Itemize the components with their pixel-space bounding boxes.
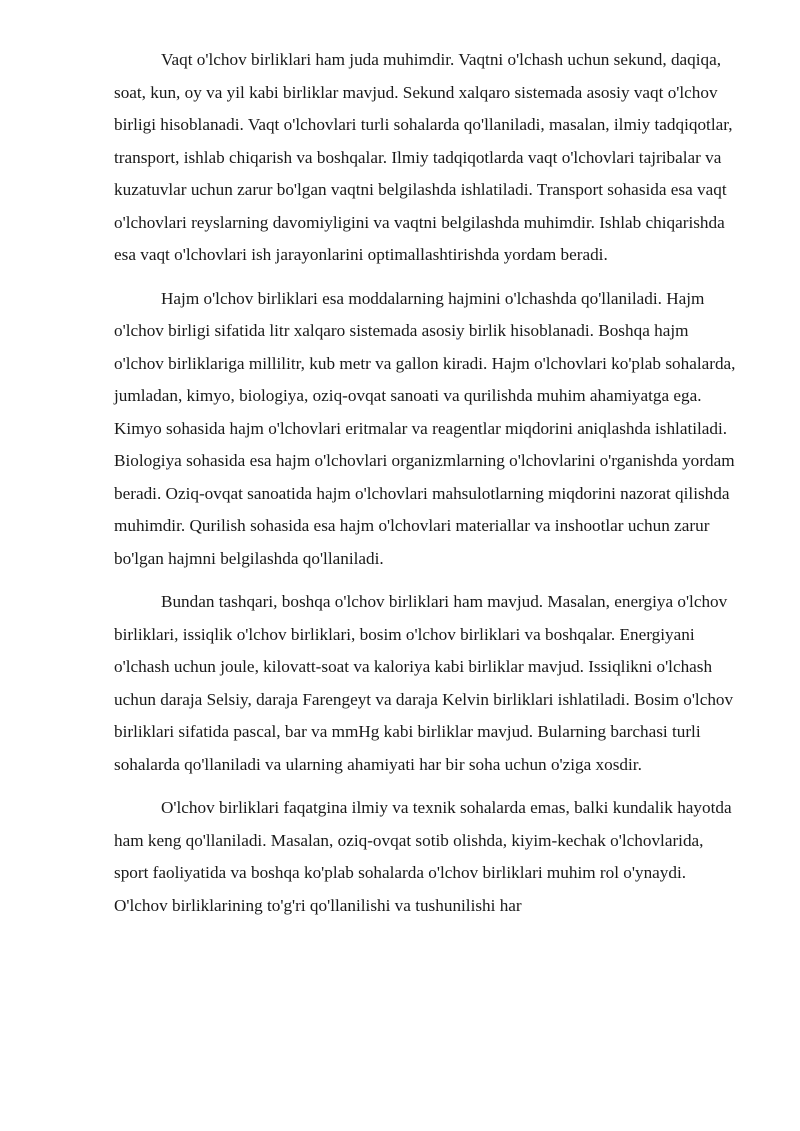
paragraph-time-units: Vaqt o'lchov birliklari ham juda muhimdir. Vaqtni o'lchash uchun sekund, daqiqa, soat, kun, oy va yil kabi birliklar mavjud. Sekund xalqaro sistemada asosiy vaqt o'lchov birligi hisoblanadi. Vaqt o'lchovlari turli sohalarda qo'llaniladi, masalan, ilmiy tadqiqotlar, transport, ishlab chiqarish va boshqalar. Ilmiy tadqiqotlarda vaqt o'lchovlari tajribalar va kuzatuvlar uchun zarur bo'lgan vaqtni belgilashda ishlatiladi. Transport sohasida esa vaqt o'lchovlari reyslarning davomiyligini va vaqtni belgilashda muhimdir. Ishlab chiqarishda esa vaqt o'lchovlari ish jarayonlarini optimallashtirishda yordam beradi. [114, 50, 733, 264]
document-page [114, 44, 740, 933]
paragraph-everyday-units: O'lchov birliklari faqatgina ilmiy va texnik sohalarda emas, balki kundalik hayotda ham keng qo'llaniladi. Masalan, oziq-ovqat sotib olishda, kiyim-kechak o'lchovlarida, sport faoliyatida va boshqa ko'plab sohalarda o'lchov birliklari muhim rol o'ynaydi. O'lchov birliklarining to'g'ri qo'llanilishi va tushunilishi har [114, 798, 732, 915]
paragraph-other-units: Bundan tashqari, boshqa o'lchov birliklari ham mavjud. Masalan, energiya o'lchov birliklari, issiqlik o'lchov birliklari, bosim o'lchov birliklari va boshqalar. Energiyani o'lchash uchun joule, kilovatt-soat va kaloriya kabi birliklar mavjud. Issiqlikni o'lchash uchun daraja Selsiy, daraja Farengeyt va daraja Kelvin birliklari ishlatiladi. Bosim o'lchov birliklari sifatida pascal, bar va mmHg kabi birliklar mavjud. Bularning barchasi turli sohalarda qo'llaniladi va ularning ahamiyati har bir soha uchun o'ziga xosdir. [114, 592, 734, 774]
paragraph-volume-units: Hajm o'lchov birliklari esa moddalarning hajmini o'lchashda qo'llaniladi. Hajm o'lchov birligi sifatida litr xalqaro sistemada asosiy birlik hisoblanadi. Boshqa hajm o'lchov birliklariga millilitr, kub metr va gallon kiradi. Hajm o'lchovlari ko'plab sohalarda, jumladan, kimyo, biologiya, oziq-ovqat sanoati va qurilishda muhim ahamiyatga ega. Kimyo sohasida hajm o'lchovlari eritmalar va reagentlar miqdorini aniqlashda ishlatiladi. Biologiya sohasida esa hajm o'lchovlari organizmlarning o'lchovlarini o'rganishda yordam beradi. Oziq-ovqat sanoatida hajm o'lchovlari mahsulotlarning miqdorini nazorat qilishda muhimdir. Qurilish sohasida esa hajm o'lchovlari materiallar va inshootlar uchun zarur bo'lgan hajmni belgilashda qo'llaniladi. [114, 288, 736, 568]
